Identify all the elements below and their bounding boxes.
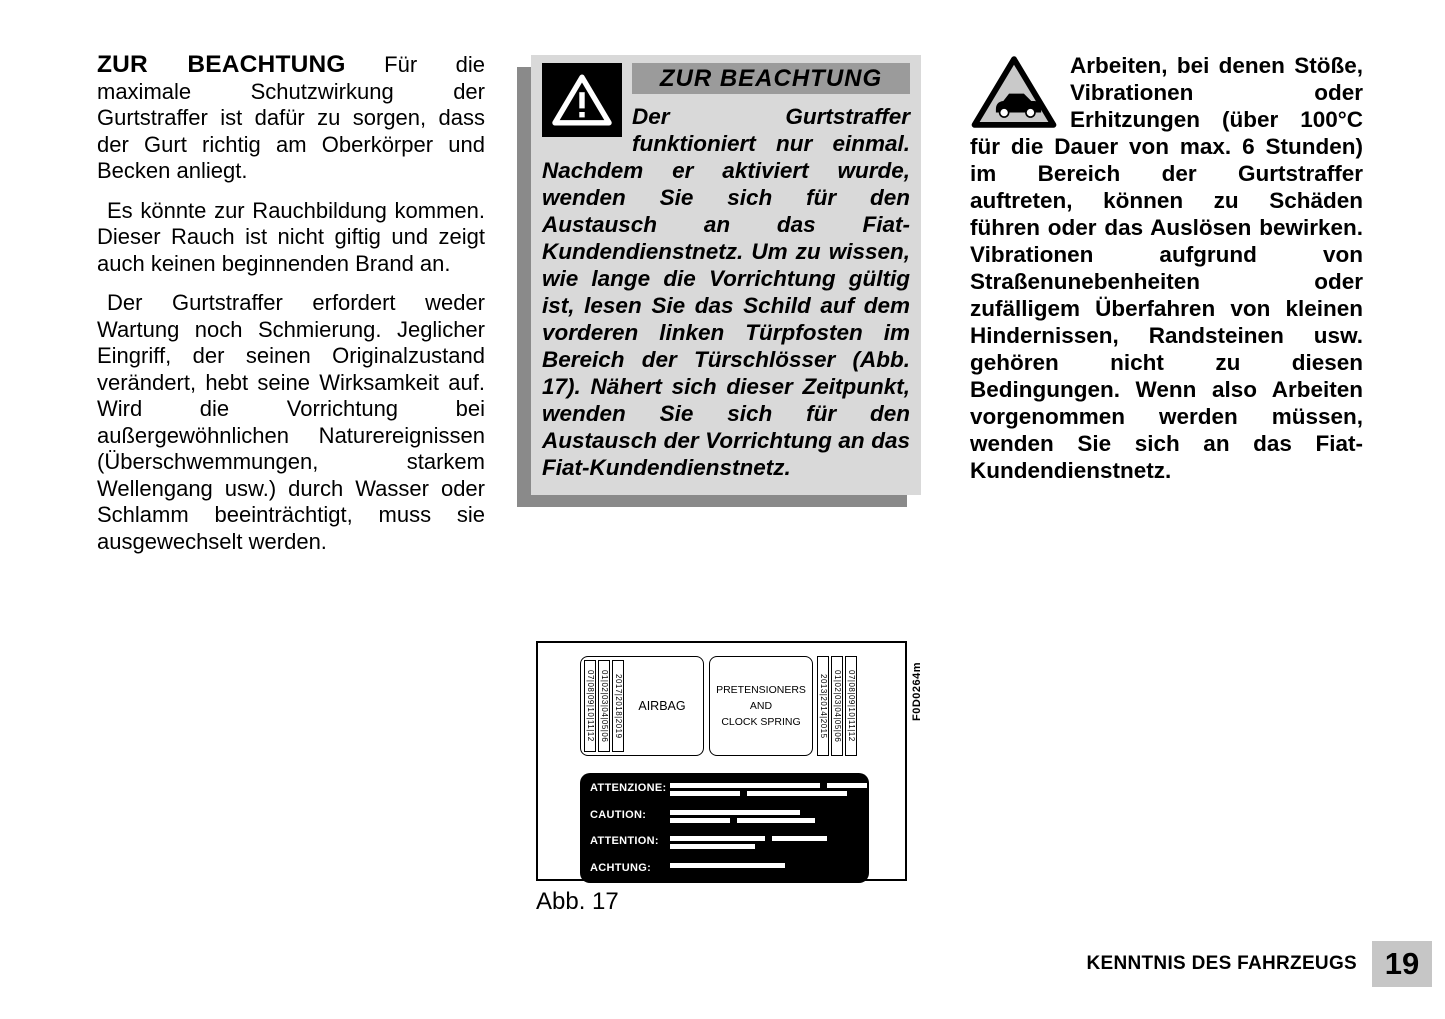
multilingual-warning-plate	[580, 773, 869, 883]
date-strip: 2013|2014|2015	[817, 656, 829, 756]
redacted-text-bar	[670, 863, 785, 868]
date-strip: 01|02|03|04|05|06	[831, 656, 843, 756]
redacted-text-bars	[670, 809, 859, 823]
left-paragraph-1	[97, 52, 485, 185]
figure-abb-17	[536, 641, 907, 881]
footer-section-title: KENNTNIS DES FAHRZEUGS	[1086, 953, 1357, 974]
page-number: 19	[1372, 941, 1432, 987]
label-plates-row	[580, 656, 872, 756]
date-strip: 2017|2018|2019	[612, 660, 624, 752]
warning-row	[590, 782, 859, 796]
airbag-date-strips	[584, 660, 624, 752]
warning-box-title: ZUR BEACHTUNG	[632, 63, 910, 94]
redacted-text-bar	[670, 836, 765, 841]
figure-content	[580, 656, 872, 883]
left-column	[97, 52, 485, 568]
pretensioner-label-plate	[709, 656, 813, 756]
warning-language-label: ACHTUNG:	[590, 861, 652, 874]
warning-language-label: ATTENTION:	[590, 835, 659, 848]
redacted-text-bar	[737, 818, 815, 823]
airbag-label-plate	[580, 656, 704, 756]
redacted-text-bar	[670, 844, 755, 849]
car-vibration-icon	[970, 55, 1058, 129]
redacted-text-bar	[670, 791, 740, 796]
right-column-text: Arbeiten, bei denen Stöße, Vibrationen oder Erhitzungen (über 100°C für die Dauer von max. 6 Stunden) im Bereich der Gurtstraffer auftreten, können zu Schäden führen oder das Auslösen bewirken. Vibrationen aufgrund von Straßenunebenheiten oder zufälligem Überfahren von kleinen Hindernissen, Randsteinen usw. gehören nicht zu diesen Bedingungen. Wenn also Arbeiten vorgenommen werden müssen, wenden Sie sich an das Fiat-Kundendienstnetz.	[970, 53, 1363, 483]
redacted-text-bar	[670, 783, 820, 788]
redacted-text-bar	[772, 836, 827, 841]
warning-triangle-icon	[542, 63, 622, 137]
pretensioner-label-line: PRETENSIONERS	[716, 684, 806, 696]
left-paragraph-2: Es könnte zur Rauchbildung kommen. Dieser Rauch ist nicht giftig und zeigt auch keinen beginnenden Brand an.	[97, 197, 485, 276]
redacted-text-bars	[670, 862, 859, 868]
left-paragraph-1-lead: ZUR BEACHTUNG	[97, 51, 346, 78]
pretensioner-label-line: CLOCK SPRING	[721, 716, 801, 728]
warning-row	[590, 862, 859, 874]
pretensioner-date-strips	[817, 656, 857, 756]
right-column	[970, 52, 1363, 484]
warning-box	[531, 55, 921, 495]
warning-box-body: Der Gurtstraffer funktioniert nur einmal. Nachdem er aktiviert wurde, wenden Sie sich für den Austausch an das Fiat-Kundendienstnetz. Um zu wissen, wie lange die Vorrichtung gültig ist, lesen Sie das Schild auf dem vorderen linken Türpfosten im Bereich der Türschlösser (Abb. 17). Nähert sich dieser Zeitpunkt, wenden Sie sich für den Austausch der Vorrichtung an das Fiat-Kundendienstnetz.	[542, 104, 910, 480]
pretensioner-label-line: AND	[749, 700, 773, 712]
date-strip: 01|02|03|04|05|06	[598, 660, 610, 752]
warning-language-label: ATTENZIONE:	[590, 782, 667, 794]
figure-code: F0D0264m	[911, 661, 923, 721]
warning-row	[590, 835, 859, 849]
airbag-label: AIRBAG	[638, 699, 686, 713]
redacted-text-bars	[670, 782, 867, 796]
figure-caption: Abb. 17	[536, 888, 619, 915]
left-paragraph-1-text: Für die maximale Schutzwirkung der Gurtstraffer ist dafür zu sorgen, dass der Gurt richtig am Oberkörper und Becken anliegt.	[97, 52, 485, 183]
date-strip: 07|08|09|10|11|12	[584, 660, 596, 752]
date-strip: 07|08|09|10|11|12	[845, 656, 857, 756]
redacted-text-bar	[670, 810, 800, 815]
warning-row	[590, 809, 859, 823]
warning-language-label: CAUTION:	[590, 808, 647, 821]
redacted-text-bar	[747, 791, 847, 796]
redacted-text-bar	[827, 783, 867, 788]
redacted-text-bar	[670, 818, 730, 823]
redacted-text-bars	[670, 835, 859, 849]
left-paragraph-3: Der Gurtstraffer erfordert weder Wartung noch Schmierung. Jeglicher Eingriff, der seinen Originalzustand verändert, hebt seine Wirksamkeit auf. Wird die Vorrichtung bei außergewöhnlichen Naturereignissen (Überschwemmungen, starkem Wellengang usw.) durch Wasser oder Schlamm beeinträchtigt, muss sie ausgewechselt werden.	[97, 290, 485, 554]
